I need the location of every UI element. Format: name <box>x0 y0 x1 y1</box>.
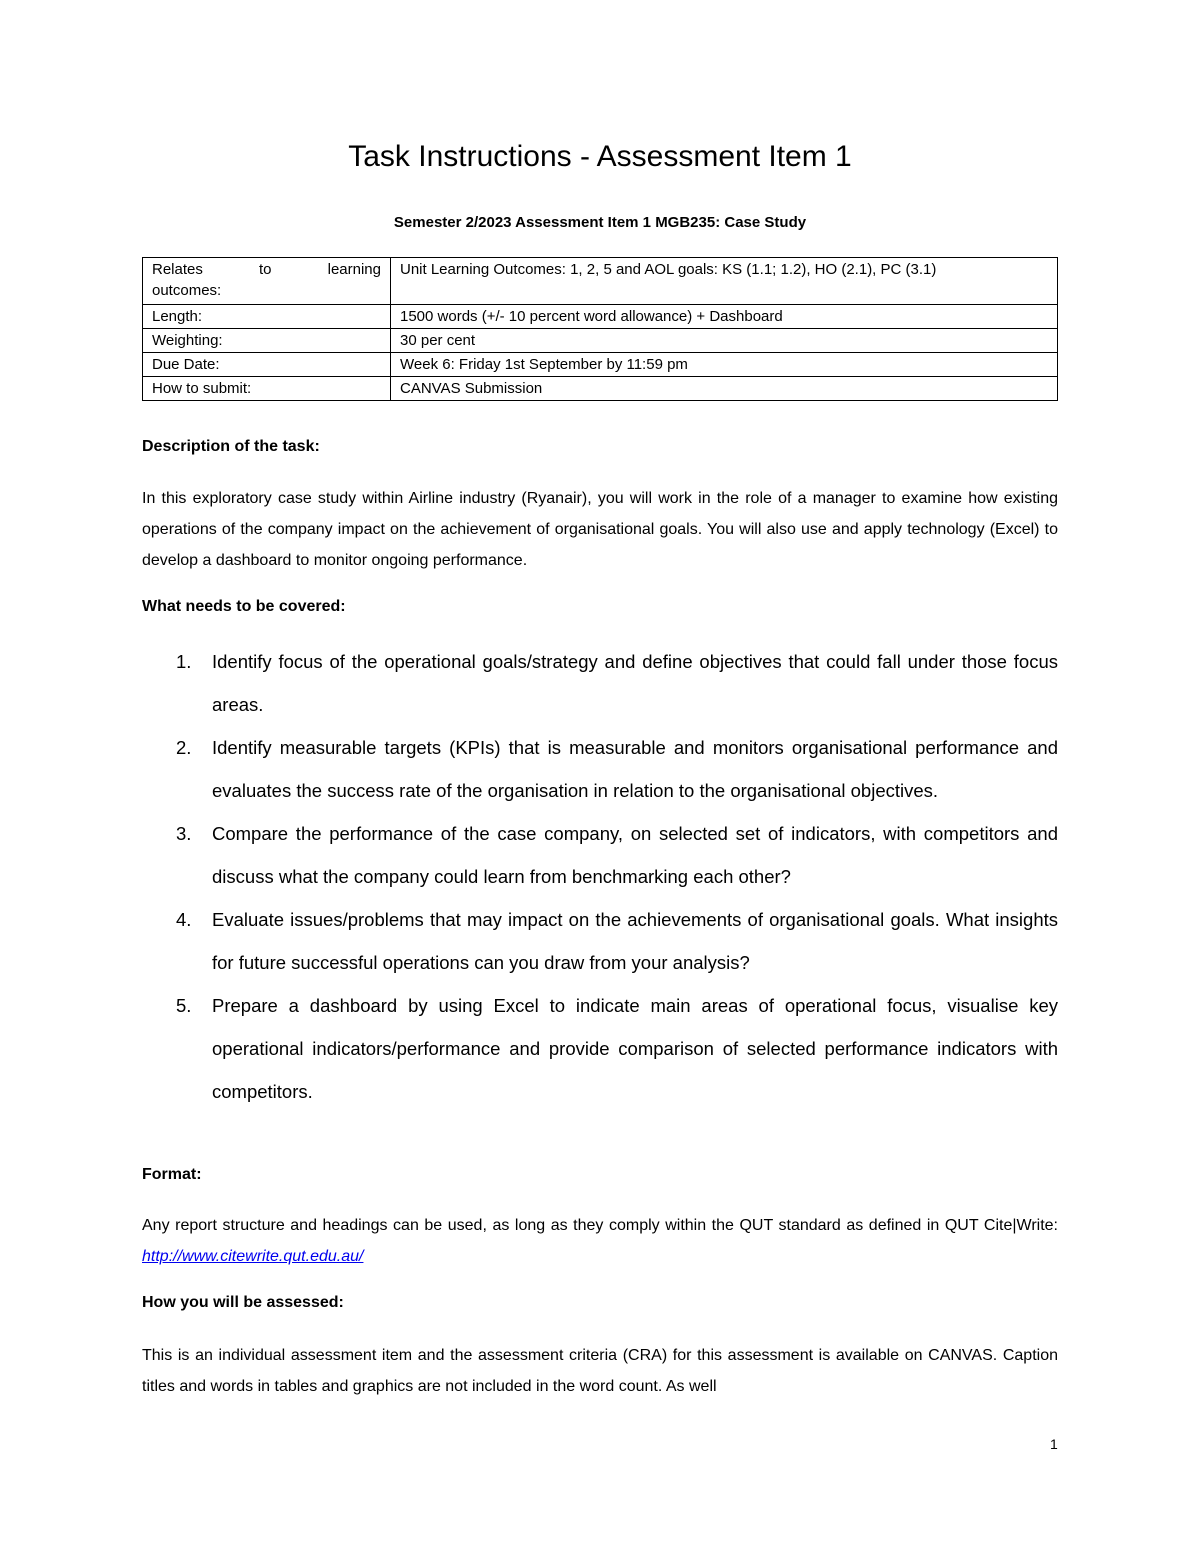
table-row <box>143 377 1058 401</box>
table-label-cell: How to submit: <box>143 377 391 401</box>
list-item: 1. Identify focus of the operational goals/strategy and define objectives that could fall under those focus areas. <box>176 651 1058 715</box>
assessment-text: This is an individual assessment item and the assessment criteria (CRA) for this assessment is available on CANVAS. Caption titles and words in tables and graphics are not included in the word count. As well <box>142 1347 1058 1395</box>
assessment-heading: How you will be assessed: <box>142 1294 344 1311</box>
table-row <box>143 305 1058 329</box>
page-number: 1 <box>1050 1436 1058 1452</box>
format-heading: Format: <box>142 1166 202 1183</box>
assessment-info-table <box>142 257 1058 401</box>
coverage-list <box>142 640 1058 1113</box>
table-row <box>143 258 1058 305</box>
table-label-cell: Weighting: <box>143 329 391 353</box>
page-title: Task Instructions - Assessment Item 1 <box>348 140 852 173</box>
list-item: 2. Identify measurable targets (KPIs) that is measurable and monitors organisational performance and evaluates the success rate of the organisation in relation to the organisational objectives. <box>176 737 1058 801</box>
list-item: 3. Compare the performance of the case company, on selected set of indicators, with competitors and discuss what the company could learn from benchmarking each other? <box>176 823 1058 887</box>
page-subtitle: Semester 2/2023 Assessment Item 1 MGB235: Case Study <box>393 214 807 231</box>
list-item: 5. Prepare a dashboard by using Excel to indicate main areas of operational focus, visualise key operational indicators/performance and provide comparison of selected performance indicators with competitors. <box>176 995 1058 1102</box>
table-value-cell: Week 6: Friday 1st September by 11:59 pm <box>391 353 1058 377</box>
document-page <box>142 0 1058 1553</box>
table-row <box>143 353 1058 377</box>
coverage-heading: What needs to be covered: <box>142 598 346 615</box>
list-item: 4. Evaluate issues/problems that may impact on the achievements of organisational goals. What insights for future successful operations can you draw from your analysis? <box>176 909 1058 973</box>
table-label-cell: Relates to learning outcomes: <box>143 258 391 305</box>
table-label-cell: Due Date: <box>143 353 391 377</box>
citewrite-link[interactable]: http://www.citewrite.qut.edu.au/ <box>142 1248 364 1265</box>
table-value-cell: CANVAS Submission <box>391 377 1058 401</box>
description-heading: Description of the task: <box>142 438 320 455</box>
table-value-cell: 30 per cent <box>391 329 1058 353</box>
table-value-cell: 1500 words (+/- 10 percent word allowance) + Dashboard <box>391 305 1058 329</box>
description-text: In this exploratory case study within Airline industry (Ryanair), you will work in the role of a manager to examine how existing operations of the company impact on the achievement of organisational goals. You will also use and apply technology (Excel) to develop a dashboard to monitor ongoing performance. <box>142 490 1058 569</box>
format-text: Any report structure and headings can be used, as long as they comply within the QUT standard as defined in QUT Cite|Write: http://www.citewrite.qut.edu.au/ <box>142 1217 1058 1265</box>
table-label-cell: Length: <box>143 305 391 329</box>
table-value-cell: Unit Learning Outcomes: 1, 2, 5 and AOL goals: KS (1.1; 1.2), HO (2.1), PC (3.1) <box>391 258 1058 305</box>
table-row <box>143 329 1058 353</box>
